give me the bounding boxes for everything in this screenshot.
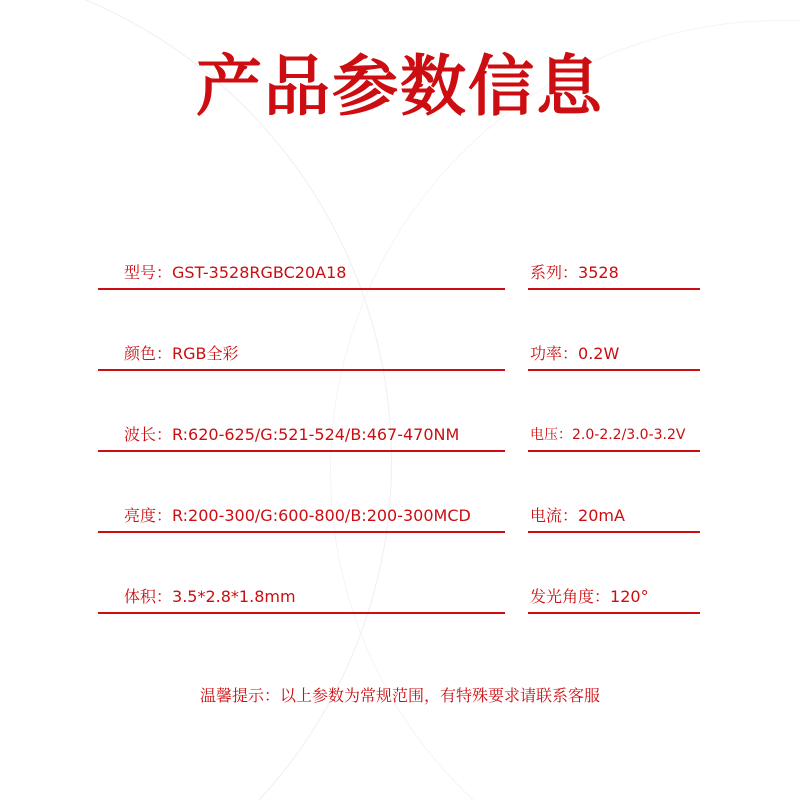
spec-separator: ： bbox=[594, 587, 611, 606]
divider-line bbox=[98, 450, 505, 452]
divider-line bbox=[98, 531, 505, 533]
spec-separator: ： bbox=[156, 506, 173, 525]
spec-label: 波长 bbox=[124, 425, 157, 444]
spec-separator: ： bbox=[558, 427, 572, 443]
spec-value: 120° bbox=[610, 587, 649, 606]
spec-label: 系列 bbox=[530, 263, 563, 282]
divider-line bbox=[98, 369, 505, 371]
spec-beam-angle bbox=[530, 586, 649, 608]
spec-separator: ： bbox=[562, 344, 579, 363]
spec-separator: ： bbox=[562, 263, 579, 282]
spec-value: R:620-625/G:521-524/B:467-470NM bbox=[172, 425, 460, 444]
spec-label: 功率 bbox=[530, 344, 563, 363]
spec-label: 体积 bbox=[124, 587, 157, 606]
spec-brightness bbox=[124, 505, 471, 527]
tip-note: 温馨提示：以上参数为常规范围，有特殊要求请联系客服 bbox=[199, 686, 600, 705]
spec-label: 电流 bbox=[530, 506, 563, 525]
spec-value: 20mA bbox=[578, 506, 625, 525]
spec-separator: ： bbox=[156, 344, 173, 363]
spec-row-wavelength bbox=[0, 412, 800, 452]
divider-line bbox=[528, 288, 700, 290]
spec-separator: ： bbox=[156, 263, 173, 282]
divider-line bbox=[528, 612, 700, 614]
spec-row-color bbox=[0, 331, 800, 371]
spec-label: 型号 bbox=[124, 263, 157, 282]
divider-line bbox=[98, 288, 505, 290]
divider-line bbox=[528, 369, 700, 371]
spec-value: 3528 bbox=[578, 263, 619, 282]
spec-label: 亮度 bbox=[124, 506, 157, 525]
spec-value: R:200-300/G:600-800/B:200-300MCD bbox=[172, 506, 471, 525]
spec-label: 发光角度 bbox=[530, 587, 595, 606]
spec-separator: ： bbox=[156, 587, 173, 606]
spec-voltage bbox=[530, 424, 685, 446]
spec-row-brightness bbox=[0, 493, 800, 533]
spec-row-size bbox=[0, 574, 800, 614]
spec-value: 3.5*2.8*1.8mm bbox=[172, 587, 296, 606]
spec-value: RGB全彩 bbox=[172, 344, 239, 363]
spec-current bbox=[530, 505, 625, 527]
page-title: 产品参数信息 bbox=[196, 48, 604, 125]
divider-line bbox=[98, 612, 505, 614]
spec-value: 0.2W bbox=[578, 344, 620, 363]
spec-value: GST-3528RGBC20A18 bbox=[172, 263, 347, 282]
spec-label: 电压 bbox=[530, 427, 558, 443]
divider-line bbox=[528, 531, 700, 533]
spec-separator: ： bbox=[562, 506, 579, 525]
spec-power bbox=[530, 343, 619, 365]
spec-row-model bbox=[0, 250, 800, 290]
spec-label: 颜色 bbox=[124, 344, 157, 363]
decorative-arc bbox=[330, 20, 800, 800]
spec-model bbox=[124, 262, 346, 284]
spec-wavelength bbox=[124, 424, 459, 446]
spec-value: 2.0-2.2/3.0-3.2V bbox=[572, 427, 686, 443]
spec-size bbox=[124, 586, 296, 608]
spec-series bbox=[530, 262, 619, 284]
spec-separator: ： bbox=[156, 425, 173, 444]
divider-line bbox=[528, 450, 700, 452]
spec-color bbox=[124, 343, 239, 365]
